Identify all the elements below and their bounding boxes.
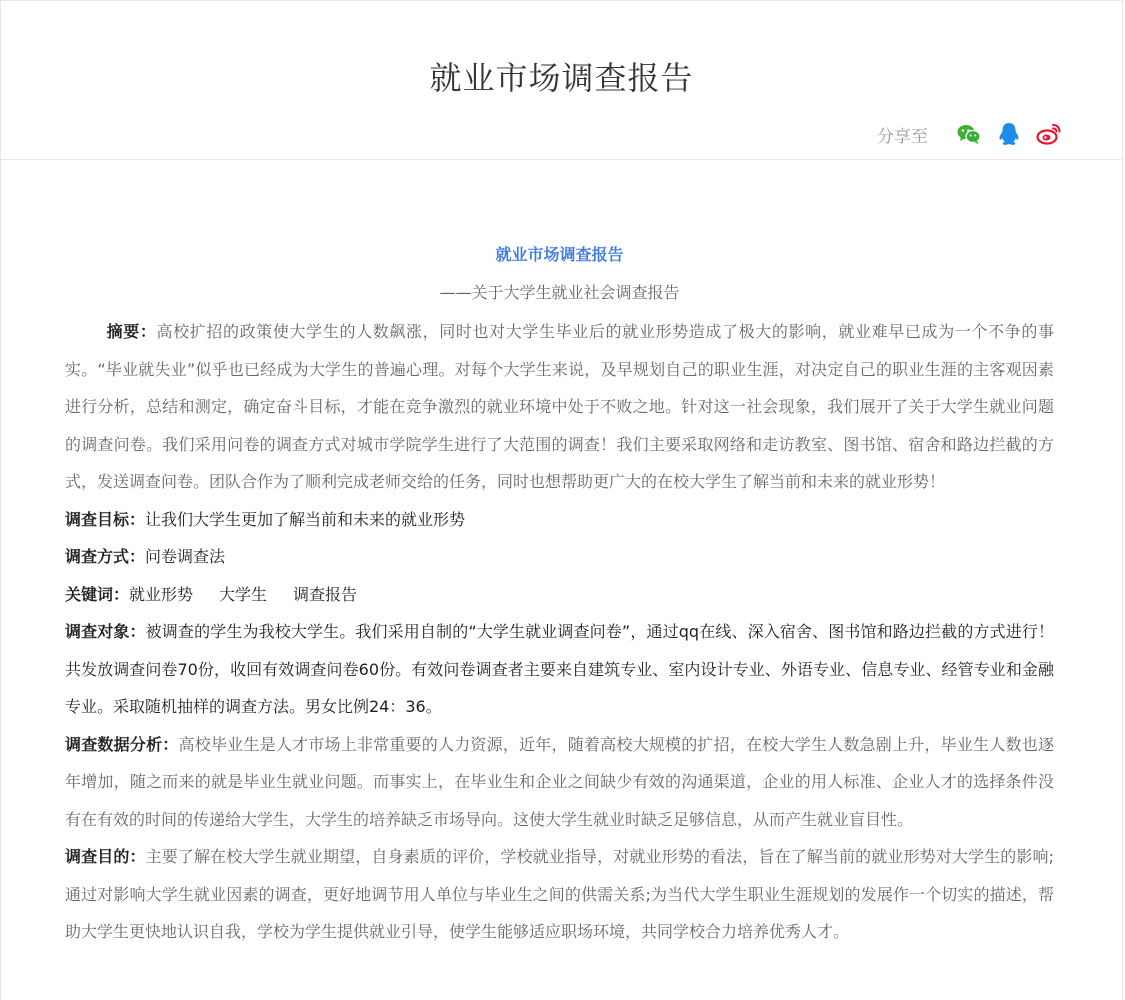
method-label: 调查方式： — [65, 547, 146, 566]
header — [1, 1, 1122, 160]
abstract-paragraph — [65, 313, 1054, 501]
keywords-paragraph — [65, 576, 1054, 614]
purpose-label: 调查目的： — [65, 847, 146, 866]
share-label: 分享至 — [877, 126, 928, 147]
subject-paragraph — [65, 613, 1054, 726]
abstract-text: 高校扩招的政策使大学生的人数飙涨，同时也对大学生毕业后的就业形势造成了极大的影响，就业难早已成为一个不争的事实。“毕业就失业”似乎也已经成为大学生的普遍心理。对每个大学生来说，及早规划自己的职业生涯，对决定自己的职业生涯的主客观因素进行分析，总结和测定，确定奋斗目标，才能在竞争激烈的就业环境中处于不败之地。针对这一社会现象，我们展开了关于大学生就业问题的调查问卷。我们采用问卷的调查方式对城市学院学生进行了大范围的调查！我们主要采取网络和走访教室、图书馆、宿舍和路边拦截的方式，发送调查问卷。团队合作为了顺利完成老师交给的任务，同时也想帮助更广大的在校大学生了解当前和未来的就业形势！ — [65, 322, 1054, 491]
subject-text: 被调查的学生为我校大学生。我们采用自制的“大学生就业调查问卷”，通过qq在线、深入宿舍、图书馆和路边拦截的方式进行！共发放调查问卷70份，收回有效调查问卷60份。有效问卷调查者主要来自建筑专业、室内设计专业、外语专业、信息专业、经管专业和金融专业。采取随机抽样的调查方法。男女比例24：36。 — [65, 622, 1054, 716]
keyword: 就业形势 — [129, 584, 194, 604]
weibo-icon[interactable] — [1036, 121, 1062, 147]
keyword: 调查报告 — [293, 584, 358, 604]
goal-label: 调查目标： — [65, 509, 146, 529]
article-subtitle: ——关于大学生就业社会调查报告 — [439, 283, 680, 302]
analysis-text: 高校毕业生是人才市场上非常重要的人力资源，近年，随着高校大规模的扩招，在校大学生人数急剧上升，毕业生人数也逐年增加，随之而来的就是毕业生就业问题。而事实上，在毕业生和企业之间缺少有效的沟通渠道，企业的用人标准、企业人才的选择条件没有在有效的时间的传递给大学生，大学生的培养缺乏市场导向。这使大学生就业时缺乏足够信息，从而产生就业盲目性。 — [65, 734, 1054, 829]
keyword: 大学生 — [219, 584, 268, 604]
goal-paragraph — [65, 501, 1054, 539]
abstract-label: 摘要： — [106, 322, 157, 341]
analysis-paragraph — [65, 726, 1054, 839]
article-body — [65, 241, 1054, 951]
purpose-text: 主要了解在校大学生就业期望，自身素质的评价，学校就业指导，对就业形势的看法，旨在了解当前的就业形势对大学生的影响;通过对影响大学生就业因素的调查，更好地调节用人单位与毕业生之间的供需关系;为当代大学生职业生涯规划的发展作一个切实的描述，帮助大学生更快地认识自我，学校为学生提供就业引导，使学生能够适应职场环境，共同学校合力培养优秀人才。 — [65, 847, 1054, 941]
qq-icon[interactable] — [996, 121, 1022, 147]
analysis-label: 调查数据分析： — [65, 734, 179, 754]
keywords-label: 关键词： — [65, 584, 130, 604]
subject-label: 调查对象： — [65, 622, 146, 641]
page-title: 就业市场调查报告 — [429, 59, 694, 97]
wechat-icon[interactable] — [956, 121, 982, 147]
share-bar — [877, 121, 1062, 147]
article-title: 就业市场调查报告 — [495, 245, 624, 264]
method-paragraph — [65, 538, 1054, 576]
goal-text: 让我们大学生更加了解当前和未来的就业形势 — [145, 509, 466, 529]
method-text: 问卷调查法 — [145, 547, 226, 566]
purpose-paragraph — [65, 838, 1054, 951]
